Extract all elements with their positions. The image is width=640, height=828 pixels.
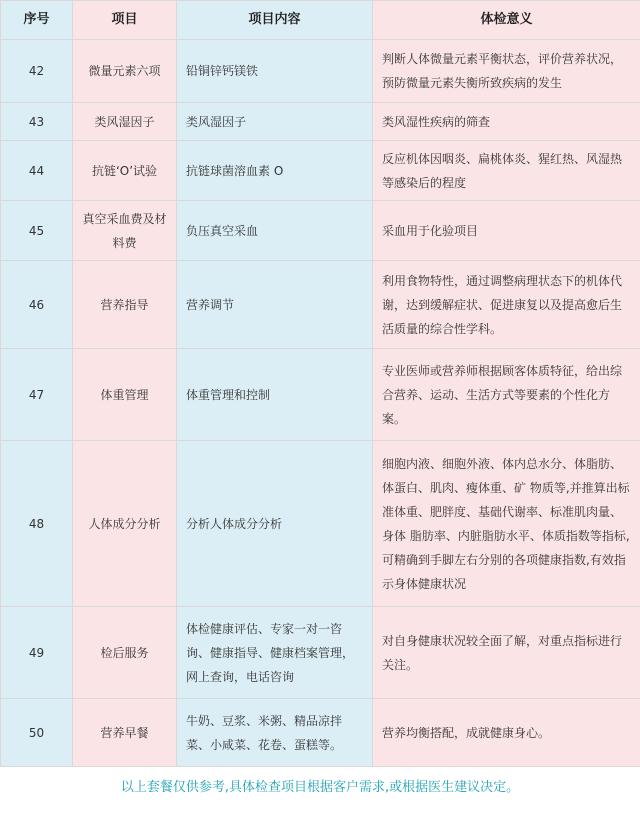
table-row xyxy=(1,699,640,767)
table-row xyxy=(1,349,640,441)
row-item: 营养指导 xyxy=(73,261,177,349)
row-number: 45 xyxy=(1,201,73,261)
row-meaning: 判断人体微量元素平衡状态，评价营养状况，预防微量元素失衡所致疾病的发生 xyxy=(373,40,640,103)
row-number: 48 xyxy=(1,441,73,607)
row-number: 43 xyxy=(1,103,73,141)
row-item: 检后服务 xyxy=(73,607,177,699)
row-meaning: 类风湿性疾病的筛查 xyxy=(373,103,640,141)
table-header-row xyxy=(1,1,640,40)
table-row xyxy=(1,607,640,699)
header-content: 项目内容 xyxy=(177,1,373,40)
header-item: 项目 xyxy=(73,1,177,40)
header-number: 序号 xyxy=(1,1,73,40)
row-item: 真空采血费及材料费 xyxy=(73,201,177,261)
row-content: 负压真空采血 xyxy=(177,201,373,261)
row-item: 类风湿因子 xyxy=(73,103,177,141)
row-item: 人体成分分析 xyxy=(73,441,177,607)
table-row xyxy=(1,261,640,349)
row-item: 抗链‘O’试验 xyxy=(73,141,177,201)
row-content: 抗链球菌溶血素 O xyxy=(177,141,373,201)
row-content: 体重管理和控制 xyxy=(177,349,373,441)
row-number: 44 xyxy=(1,141,73,201)
row-content: 体检健康评估、专家一对一咨询、健康指导、健康档案管理，网上查询，电话咨询 xyxy=(177,607,373,699)
row-meaning: 营养均衡搭配，成就健康身心。 xyxy=(373,699,640,767)
row-number: 42 xyxy=(1,40,73,103)
row-meaning: 对自身健康状况较全面了解，对重点指标进行关注。 xyxy=(373,607,640,699)
row-meaning: 细胞内液、细胞外液、体内总水分、体脂肪、体蛋白、肌肉、瘦体重、矿 物质等,并推算出标准体重、肥胖度、基础代谢率、标准肌肉量、身体 脂肪率、内脏脂肪水平、体质指数等指标,可精确到手脚左右分别的各项健康指数,有效指示身体健康状况 xyxy=(373,441,640,607)
row-item: 微量元素六项 xyxy=(73,40,177,103)
row-content: 分析人体成分分析 xyxy=(177,441,373,607)
row-number: 50 xyxy=(1,699,73,767)
row-item: 营养早餐 xyxy=(73,699,177,767)
row-content: 营养调节 xyxy=(177,261,373,349)
row-number: 49 xyxy=(1,607,73,699)
row-content: 铅铜锌钙镁铁 xyxy=(177,40,373,103)
header-meaning: 体检意义 xyxy=(373,1,640,40)
table-row xyxy=(1,441,640,607)
table-row xyxy=(1,40,640,103)
row-meaning: 利用食物特性，通过调整病理状态下的机体代谢，达到缓解症状、促进康复以及提高愈后生活质量的综合性学科。 xyxy=(373,261,640,349)
table-row xyxy=(1,201,640,261)
table-row xyxy=(1,103,640,141)
row-content: 牛奶、豆浆、米粥、精品凉拌菜、小咸菜、花卷、蛋糕等。 xyxy=(177,699,373,767)
row-number: 47 xyxy=(1,349,73,441)
row-content: 类风湿因子 xyxy=(177,103,373,141)
row-meaning: 采血用于化验项目 xyxy=(373,201,640,261)
row-number: 46 xyxy=(1,261,73,349)
table-row xyxy=(1,141,640,201)
row-item: 体重管理 xyxy=(73,349,177,441)
footer-note: 以上套餐仅供参考,具体检查项目根据客户需求,或根据医生建议决定。 xyxy=(120,780,520,795)
row-meaning: 反应机体因咽炎、扁桃体炎、猩红热、风湿热等感染后的程度 xyxy=(373,141,640,201)
row-meaning: 专业医师或营养师根据顾客体质特征，给出综合营养、运动、生活方式等要素的个性化方案。 xyxy=(373,349,640,441)
